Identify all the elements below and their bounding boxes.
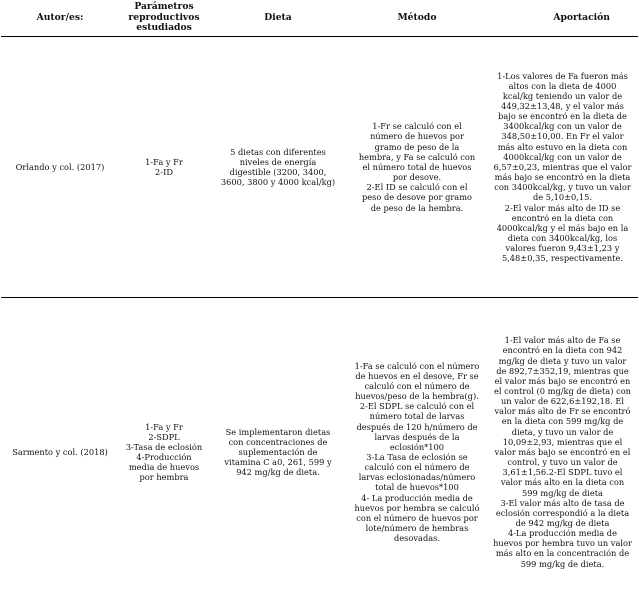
cell-params-text: 1-Fa y Fr 2-SDPL 3-Tasa de eclosión 4-Producción media de huevos por hembra	[125, 421, 203, 483]
cell-author: Orlando y col. (2017)	[15, 161, 105, 172]
cell-params-text: 1-Fa y Fr 2-ID	[145, 156, 183, 177]
cell-method	[347, 37, 487, 298]
cell-contribution	[487, 37, 638, 298]
cell-author: Sarmento y col. (2018)	[12, 446, 108, 457]
cell-params	[119, 37, 209, 298]
header-author: Autor/es:	[36, 11, 84, 23]
cell-method-text: 1-Fa se calculó con el número de huevos en el desove, Fr se calculó con el número de huevos/peso de la hembra(g). 2-El SDPL se calculó con el número total de larvas después de 120 h/número de larvas después de la eclosión*100 3-La Tasa de eclosión se calculó con el número de larvas eclosionadas/número total de huevos*100 4- La producción media de huevos por hembra se calculó con el número de huevos por lote/número de hembras desovadas.	[354, 360, 480, 544]
table-row	[1, 298, 638, 607]
header-method: Método	[397, 11, 437, 23]
cell-contribution	[487, 298, 638, 607]
header-params: Parámetros reproductivos estudiados	[128, 1, 200, 34]
cell-diet	[209, 298, 347, 607]
cell-diet-text: Se implementaron dietas con concentraciones de suplementación de vitamina C a0, 261, 599 y 942 mg/kg de dieta.	[224, 426, 332, 478]
header-contribution: Aportación	[553, 11, 610, 23]
table-row	[1, 37, 638, 298]
cell-diet-text: 5 dietas con diferentes niveles de energía digestible (3200, 3400, 3600, 3800 y 4000 kcal/kg)	[220, 146, 336, 188]
cell-method-text: 1-Fr se calculó con el número de huevos por gramo de peso de la hembra, y Fa se calculó con el número total de huevos por desove. 2-El ID se calculó con el peso de desove por gramo de peso de la hembra.	[358, 121, 476, 213]
cell-diet	[209, 37, 347, 298]
cell-params	[119, 298, 209, 607]
reproductive-parameters-table	[1, 0, 638, 606]
cell-contribution-text: 1-Los valores de Fa fueron más altos con la dieta de 4000 kcal/kg teniendo un valor de 449,32±13,48, y el valor más bajo se encontró en la dieta de 3400kcal/kg con un valor de 348,50±10,00. En Fr el valor más alto estuvo en la dieta con 4000kcal/kg con un valor de 6,57±0,23, mientras que el valor más bajo se encontró en la dieta con 3400kcal/kg, y tuvo un valor de 5,10±0,15. 2-El valor más alto de ID se encontró en la dieta con 4000kcal/kg y el más bajo en la dieta con 3400kcal/kg, los valores fueron 9,43±1,23 y 5,48±0,35, respectivamente.	[493, 70, 632, 264]
cell-method	[347, 298, 487, 607]
header-diet: Dieta	[264, 11, 292, 23]
cell-contribution-text: 1-El valor más alto de Fa se encontró en la dieta con 942 mg/kg de dieta y tuvo un valor de 892,7±352,19, mientras que el valor más bajo se encontró en el control (0 mg/kg de dieta) con un valor de 622,6±192,18. El valor más alto de Fr se encontró en la dieta con 599 mg/kg de dieta, y tuvo un valor de 10,09±2,93, mientras que el valor más bajo se encontró en el control, y tuvo un valor de 3,61±1,56.2-El SDPL tuvo el valor más alto en la dieta con 599 mg/kg de dieta 3-El valor más alto de tasa de eclosión correspondió a la dieta de 942 mg/kg de dieta 4-La producción media de huevos por hembra tuvo un valor más alto en la concentración de 599 mg/kg de dieta.	[493, 335, 632, 569]
table-header-row	[1, 0, 638, 37]
